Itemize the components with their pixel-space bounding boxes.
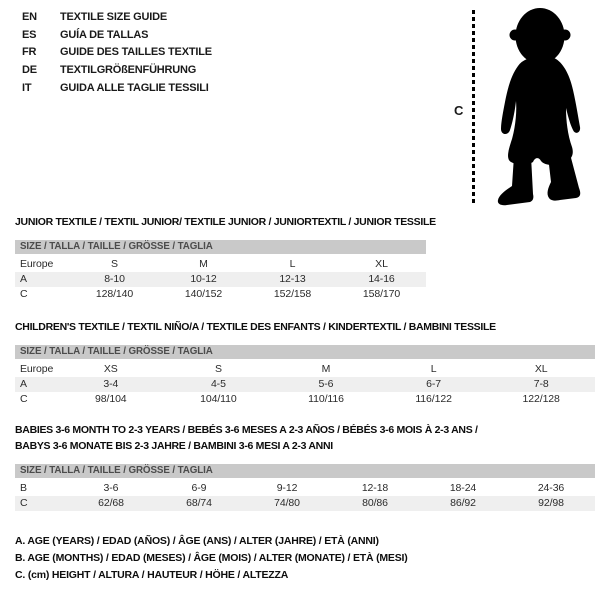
baby-silhouette-icon [486,6,594,210]
table-cell: 152/158 [273,288,312,300]
table-cell: XL [375,258,388,270]
table-cell: M [199,258,208,270]
table-row [15,481,595,496]
table-cell: 12-13 [279,273,306,285]
language-row-en [22,8,212,26]
table-row [15,392,595,407]
note-a: A. AGE (YEARS) / EDAD (AÑOS) / ÂGE (ANS) / ALTER (JAHRE) / ETÀ (ANNI) [15,535,379,547]
table-row [15,496,595,511]
table-cell: S [111,258,118,270]
babies-section-title [15,423,478,454]
table-cell: 80/86 [362,497,388,509]
language-title: TEXTILE SIZE GUIDE [60,10,168,23]
table-cell: 4-5 [210,378,226,390]
table-cell: M [321,363,331,375]
language-code: FR [22,46,37,59]
children-table-rows [15,362,595,407]
language-list [22,8,212,97]
language-code: ES [22,28,37,41]
height-measure-line [472,10,475,206]
table-cell: 128/140 [95,288,134,300]
language-row-de [22,61,212,79]
table-cell: 140/152 [184,288,223,300]
title-line: BABIES 3-6 MONTH TO 2-3 YEARS / BEBÉS 3-6 MESES A 2-3 AÑOS / BÉBÉS 3-6 MOIS À 2-3 ANS / [15,424,478,436]
language-title: GUÍA DE TALLAS [60,28,149,41]
table-cell: 12-18 [361,482,389,494]
table-cell: 7-8 [533,378,549,390]
table-cell: 14-16 [368,273,395,285]
babies-table-rows [15,481,595,511]
language-title: GUIDA ALLE TAGLIE TESSILI [60,82,209,95]
row-label: A [20,378,27,390]
language-title: GUIDE DES TAILLES TEXTILE [60,46,212,59]
junior-section-title [15,215,436,231]
row-label: B [20,482,27,494]
table-cell: 6-9 [191,482,207,494]
table-cell: 5-6 [318,378,334,390]
language-code: DE [22,64,37,77]
table-cell: 10-12 [190,273,217,285]
language-row-fr [22,44,212,62]
legend-notes [15,533,408,585]
table-cell: 8-10 [104,273,125,285]
table-cell: 122/128 [522,393,560,405]
row-label: Europe [20,363,54,375]
table-cell: 3-6 [103,482,119,494]
table-cell: 3-4 [103,378,119,390]
row-label: C [20,288,28,300]
size-header-bar: SIZE / TALLA / TAILLE / GRÖSSE / TAGLIA [15,464,595,478]
babies-table [15,464,595,511]
title-line: JUNIOR TEXTILE / TEXTIL JUNIOR/ TEXTILE JUNIOR / JUNIORTEXTIL / JUNIOR TESSILE [15,216,436,228]
table-cell: 9-12 [276,482,298,494]
table-row [15,362,595,377]
table-cell: L [430,363,437,375]
table-cell: 24-36 [537,482,565,494]
table-row [15,257,426,272]
children-table [15,345,595,407]
table-cell: 92/98 [538,497,564,509]
baby-figure [450,6,596,212]
junior-table-rows [15,257,426,302]
language-row-it [22,79,212,97]
table-cell: 104/110 [200,393,237,405]
size-header-bar: SIZE / TALLA / TAILLE / GRÖSSE / TAGLIA [15,345,595,359]
row-label: C [20,393,28,405]
table-cell: 110/116 [308,393,344,405]
table-cell: 98/104 [95,393,127,405]
table-row [15,377,595,392]
table-cell: 18-24 [449,482,477,494]
row-label: Europe [20,258,54,270]
table-cell: 74/80 [274,497,300,509]
table-cell: 6-7 [426,378,442,390]
size-header-bar: SIZE / TALLA / TAILLE / GRÖSSE / TAGLIA [15,240,426,254]
row-label: C [20,497,28,509]
language-row-es [22,26,212,44]
table-cell: XS [103,363,118,375]
title-line: CHILDREN'S TEXTILE / TEXTIL NIÑO/A / TEXTILE DES ENFANTS / KINDERTEXTIL / BAMBINI TESSILE [15,321,496,333]
table-cell: XL [534,363,548,375]
note-b: B. AGE (MONTHS) / EDAD (MESES) / ÂGE (MOIS) / ALTER (MONATE) / ETÀ (MESI) [15,552,408,565]
table-cell: 158/170 [362,288,401,300]
language-title: TEXTILGRÖßENFÜHRUNG [60,64,197,77]
table-cell: 116/122 [415,393,452,405]
height-label-c: C [454,103,464,118]
row-label: A [20,273,27,285]
table-cell: S [214,363,222,375]
language-code: IT [22,82,32,95]
note-c: C. (cm) HEIGHT / ALTURA / HAUTEUR / HÖHE / ALTEZZA [15,569,289,582]
junior-table [15,240,426,302]
table-cell: 86/92 [450,497,476,509]
language-code: EN [22,10,37,23]
table-row [15,287,426,302]
table-cell: 68/74 [186,497,212,509]
table-cell: L [289,258,296,270]
table-row [15,272,426,287]
table-cell: 62/68 [98,497,124,509]
children-section-title [15,320,496,336]
title-line: BABYS 3-6 MONATE BIS 2-3 JAHRE / BAMBINI 3-6 MESI A 2-3 ANNI [15,439,333,452]
